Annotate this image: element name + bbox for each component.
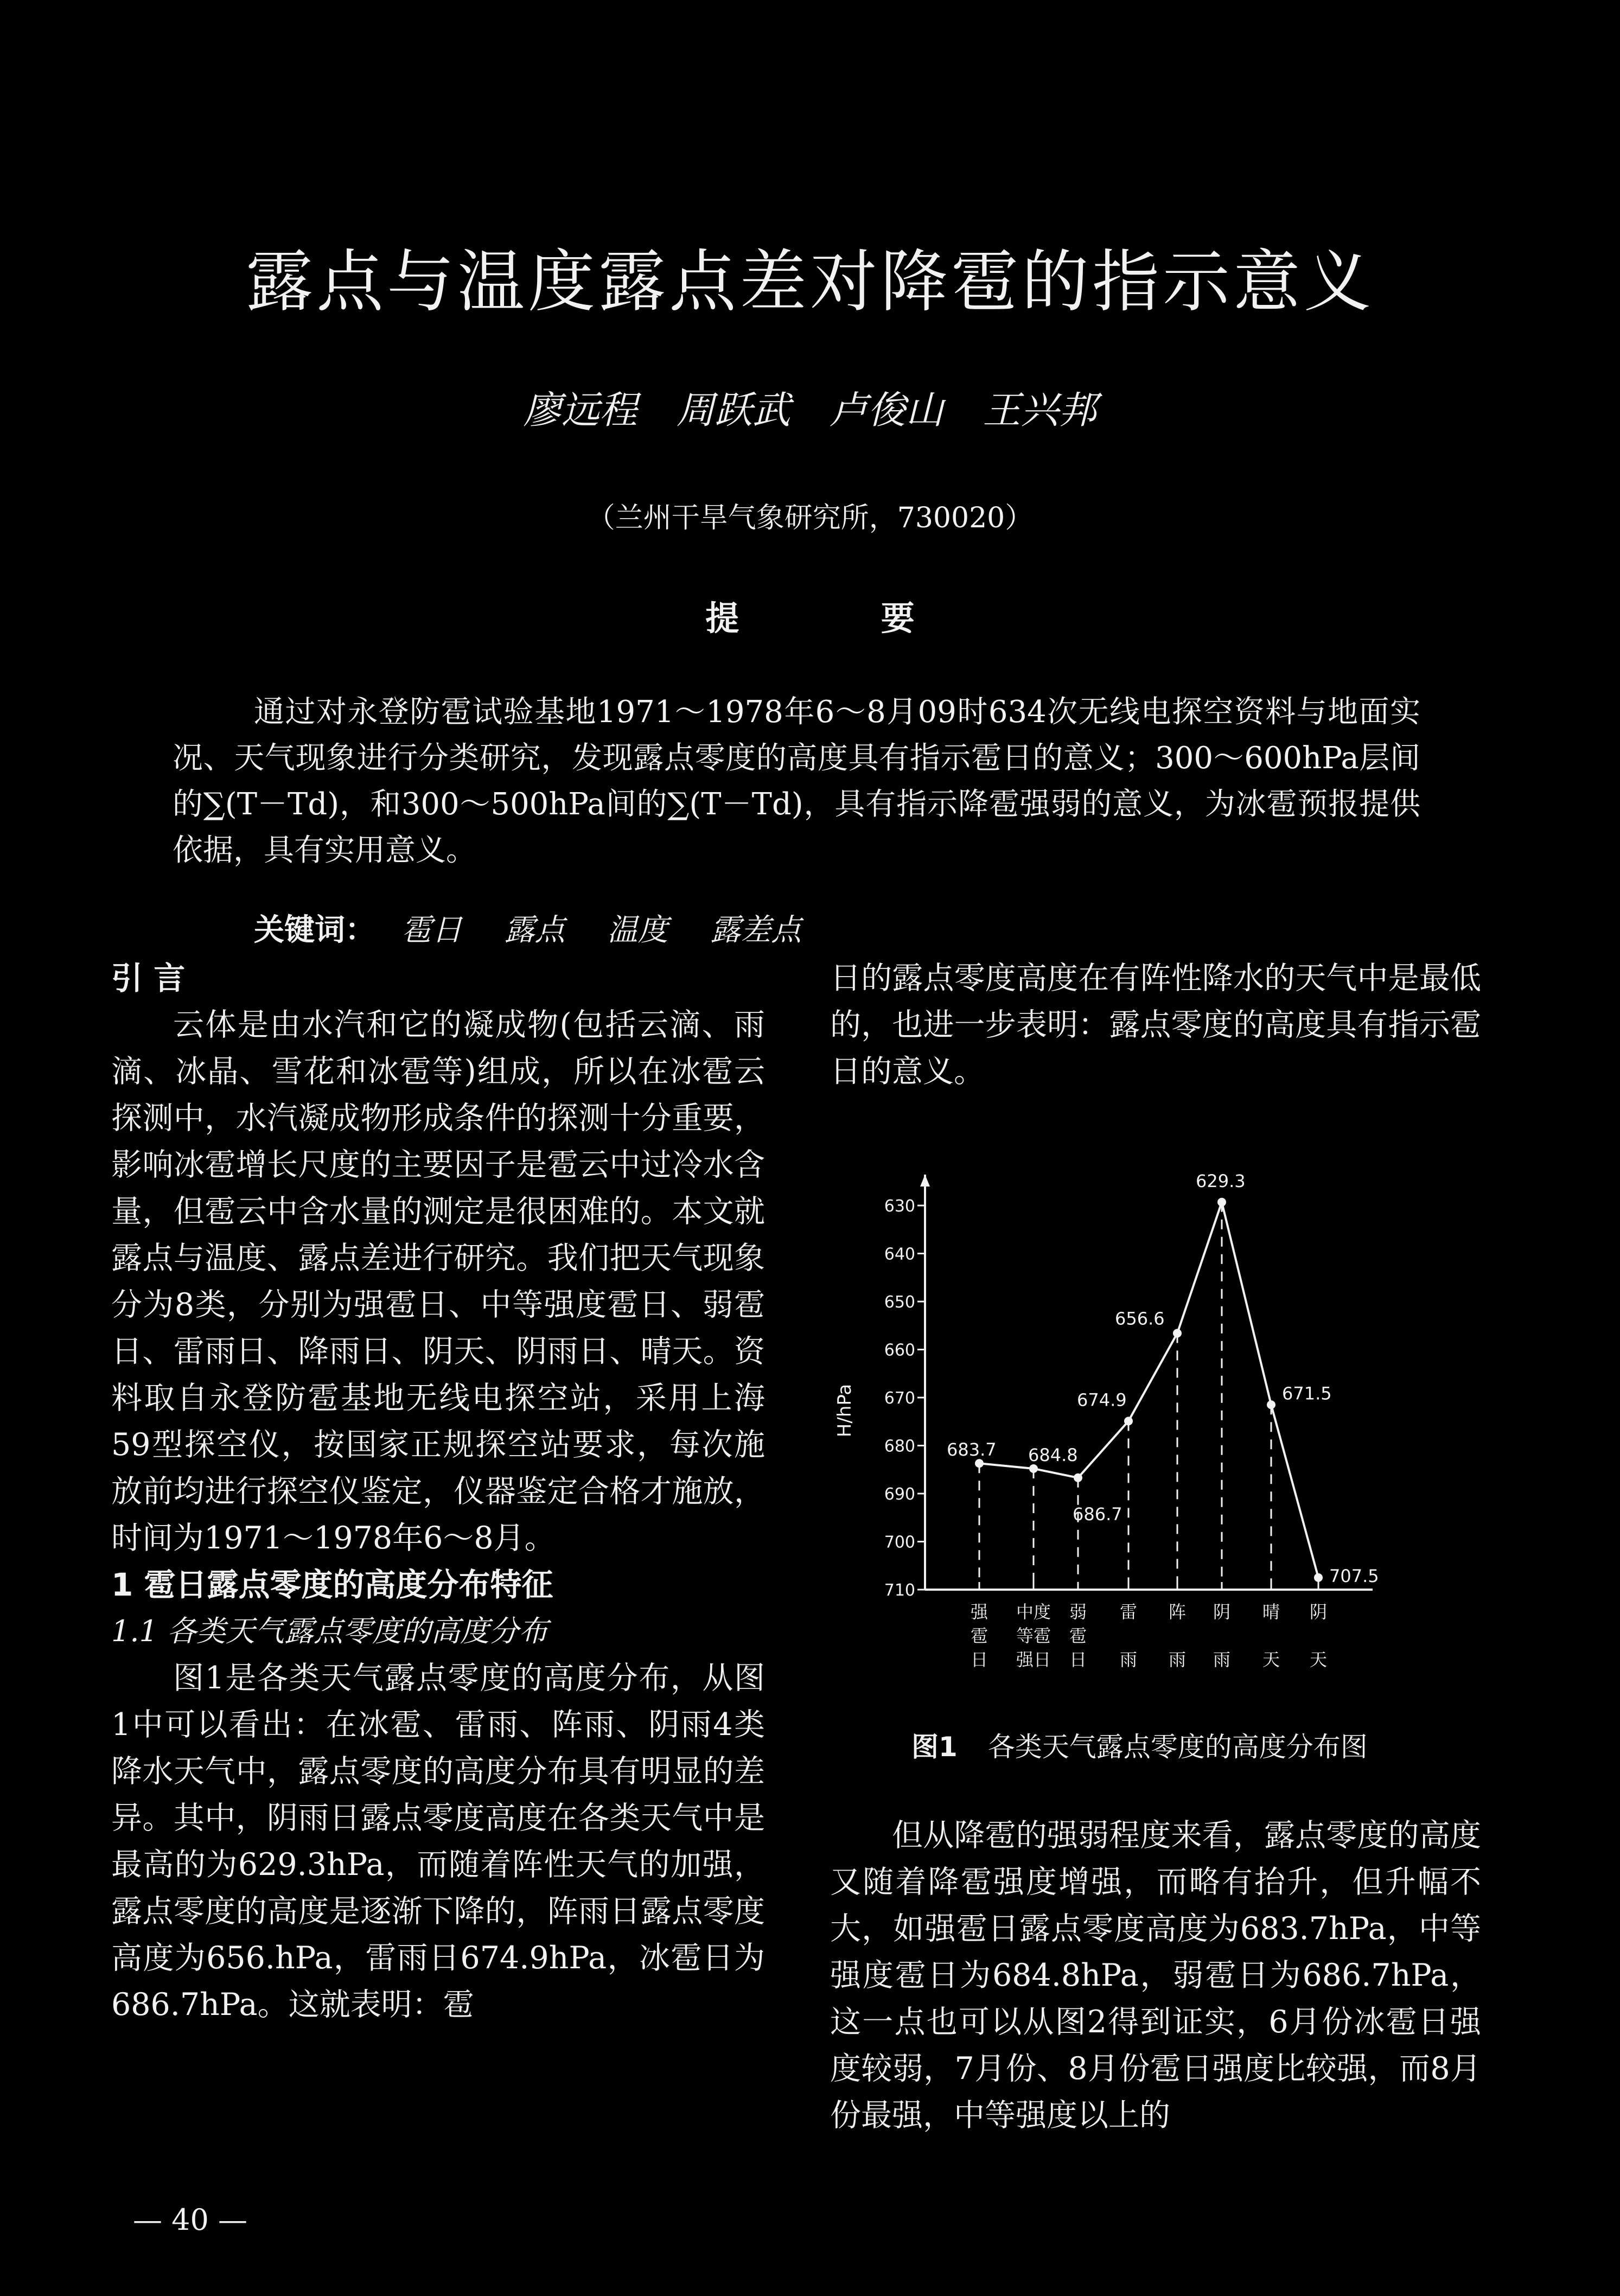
data-label: 671.5	[1282, 1383, 1332, 1404]
caption-label: 图1	[911, 1731, 958, 1763]
right-column-bottom	[830, 1812, 1481, 2139]
x-tick-label: 日	[1069, 1649, 1087, 1670]
y-tick-label: 670	[884, 1389, 915, 1408]
figure-1-chart	[825, 1156, 1421, 1698]
y-axis-arrow	[920, 1175, 930, 1187]
x-tick-label: 等雹	[1016, 1625, 1051, 1646]
x-tick-label: 弱	[1069, 1602, 1087, 1622]
intro-paragraph: 云体是由水汽和它的凝成物(包括云滴、雨滴、冰晶、雪花和冰雹等)组成，所以在冰雹云探测中，水汽凝成物形成条件的探测十分重要，影响冰雹增长尺度的主要因子是雹云中过冷水含量，但雹云中含水量的测定是很困难的。本文就露点与温度、露点差进行研究。我们把天气现象分为8类，分别为强雹日、中等强度雹日、弱雹日、雷雨日、降雨日、阴天、阴雨日、晴天。资料取自永登防雹基地无线电探空站，采用上海59型探空仪，按国家正规探空站要求，每次施放前均进行探空仪鉴定，仪器鉴定合格才施放，时间为1971～1978年6～8月。	[111, 1007, 765, 1556]
x-tick-label: 阵	[1168, 1602, 1187, 1622]
author-list	[0, 380, 1620, 435]
subsection-heading: 1.1 各类天气露点零度的高度分布	[111, 1614, 548, 1648]
data-label: 684.8	[1028, 1444, 1078, 1465]
x-tick-label: 雷	[1119, 1602, 1138, 1622]
affiliation: （兰州干旱气象研究所，730020）	[586, 502, 1034, 534]
x-tick-label: 阴	[1309, 1602, 1328, 1622]
paper-title: 露点与温度露点差对降雹的指示意义	[245, 243, 1374, 321]
chart-plot	[834, 1171, 1379, 1670]
data-label: 629.3	[1196, 1170, 1246, 1191]
author: 王兴邦	[983, 388, 1097, 432]
section-heading: 1 雹日露点零度的高度分布特征	[111, 1566, 553, 1603]
data-label: 656.6	[1115, 1308, 1165, 1329]
x-tick-label: 阴	[1213, 1602, 1231, 1622]
keywords	[254, 906, 834, 949]
data-point	[1267, 1400, 1275, 1409]
author: 卢俊山	[830, 388, 944, 432]
intro-heading: 引 言	[111, 960, 186, 997]
y-tick-label: 660	[884, 1341, 915, 1360]
keyword: 露差点	[710, 913, 802, 948]
x-tick-label: 天	[1309, 1649, 1328, 1670]
x-tick-label: 天	[1262, 1649, 1280, 1670]
x-tick-label: 雨	[1213, 1649, 1231, 1670]
caption-text: 各类天气露点零度的高度分布图	[987, 1731, 1368, 1763]
keyword: 露点	[504, 913, 565, 948]
author: 周跃武	[676, 388, 790, 432]
x-tick-label: 日	[970, 1649, 988, 1670]
keyword: 温度	[607, 913, 668, 948]
x-tick-label: 强日	[1016, 1649, 1051, 1670]
x-tick-label: 雹	[1069, 1625, 1087, 1646]
abstract-heading: 提 要	[705, 598, 980, 638]
left-column	[111, 955, 765, 2028]
y-tick-label: 680	[884, 1437, 915, 1456]
section-paragraph: 图1是各类天气露点零度的高度分布，从图1中可以看出：在冰雹、雷雨、阵雨、阴雨4类降水天气中，露点零度的高度分布具有明显的差异。其中，阴雨日露点零度高度在各类天气中是最高的为629.3hPa，而随着阵性天气的加强，露点零度的高度是逐渐下降的，阵雨日露点零度高度为656.hPa，雷雨日674.9hPa，冰雹日为686.7hPa。这就表明：雹	[111, 1660, 765, 2023]
data-point	[975, 1459, 984, 1468]
y-tick-label: 640	[884, 1245, 915, 1264]
data-point	[1217, 1198, 1226, 1207]
y-tick-label: 700	[884, 1533, 915, 1552]
right-column-top	[830, 955, 1481, 1095]
y-tick-label: 690	[884, 1485, 915, 1504]
figure-caption	[911, 1725, 1368, 1764]
abstract-text: 通过对永登防雹试验基地1971～1978年6～8月09时634次无线电探空资料与地面实况、天气现象进行分类研究，发现露点零度的高度具有指示雹日的意义；300～600hPa层间的∑(T－Td)，和300～500hPa间的∑(T－Td)，具有指示降雹强弱的意义，为冰雹预报提供依据，具有实用意义。	[173, 694, 1420, 868]
y-tick-label: 630	[884, 1197, 915, 1216]
paragraph: 但从降雹的强弱程度来看，露点零度的高度又随着降雹强度增强，而略有抬升，但升幅不大，如强雹日露点零度高度为683.7hPa，中等强度雹日为684.8hPa，弱雹日为686.7hPa，这一点也可以从图2得到证实，6月份冰雹日强度较弱，7月份、8月份雹日强度比较强，而8月份最强，中等强度以上的	[830, 1817, 1481, 2133]
x-tick-label: 雨	[1119, 1649, 1138, 1670]
x-tick-label: 雹	[970, 1625, 988, 1646]
data-point	[1074, 1474, 1082, 1482]
keywords-label: 关键词：	[254, 913, 375, 948]
series-line	[979, 1202, 1318, 1578]
y-tick-label: 710	[884, 1581, 915, 1600]
data-point	[1029, 1464, 1038, 1473]
x-tick-label: 晴	[1262, 1602, 1280, 1622]
x-tick-label: 强	[970, 1602, 988, 1622]
author: 廖远程	[523, 388, 637, 432]
keyword: 雹日	[401, 913, 462, 948]
data-label: 674.9	[1077, 1389, 1127, 1411]
paragraph: 日的露点零度高度在有阵性降水的天气中是最低的，也进一步表明：露点零度的高度具有指示雹日的意义。	[830, 960, 1481, 1089]
data-label: 683.7	[947, 1439, 997, 1460]
x-tick-label: 中度	[1016, 1602, 1051, 1622]
x-tick-label: 雨	[1168, 1649, 1187, 1670]
y-tick-label: 650	[884, 1293, 915, 1312]
data-label: 686.7	[1073, 1503, 1122, 1525]
page-number: — 40 —	[133, 2203, 248, 2237]
data-point	[1124, 1417, 1133, 1425]
data-point	[1314, 1573, 1323, 1582]
data-label: 707.5	[1329, 1565, 1379, 1586]
y-axis-label: H/hPa	[834, 1383, 856, 1438]
data-point	[1173, 1329, 1182, 1337]
